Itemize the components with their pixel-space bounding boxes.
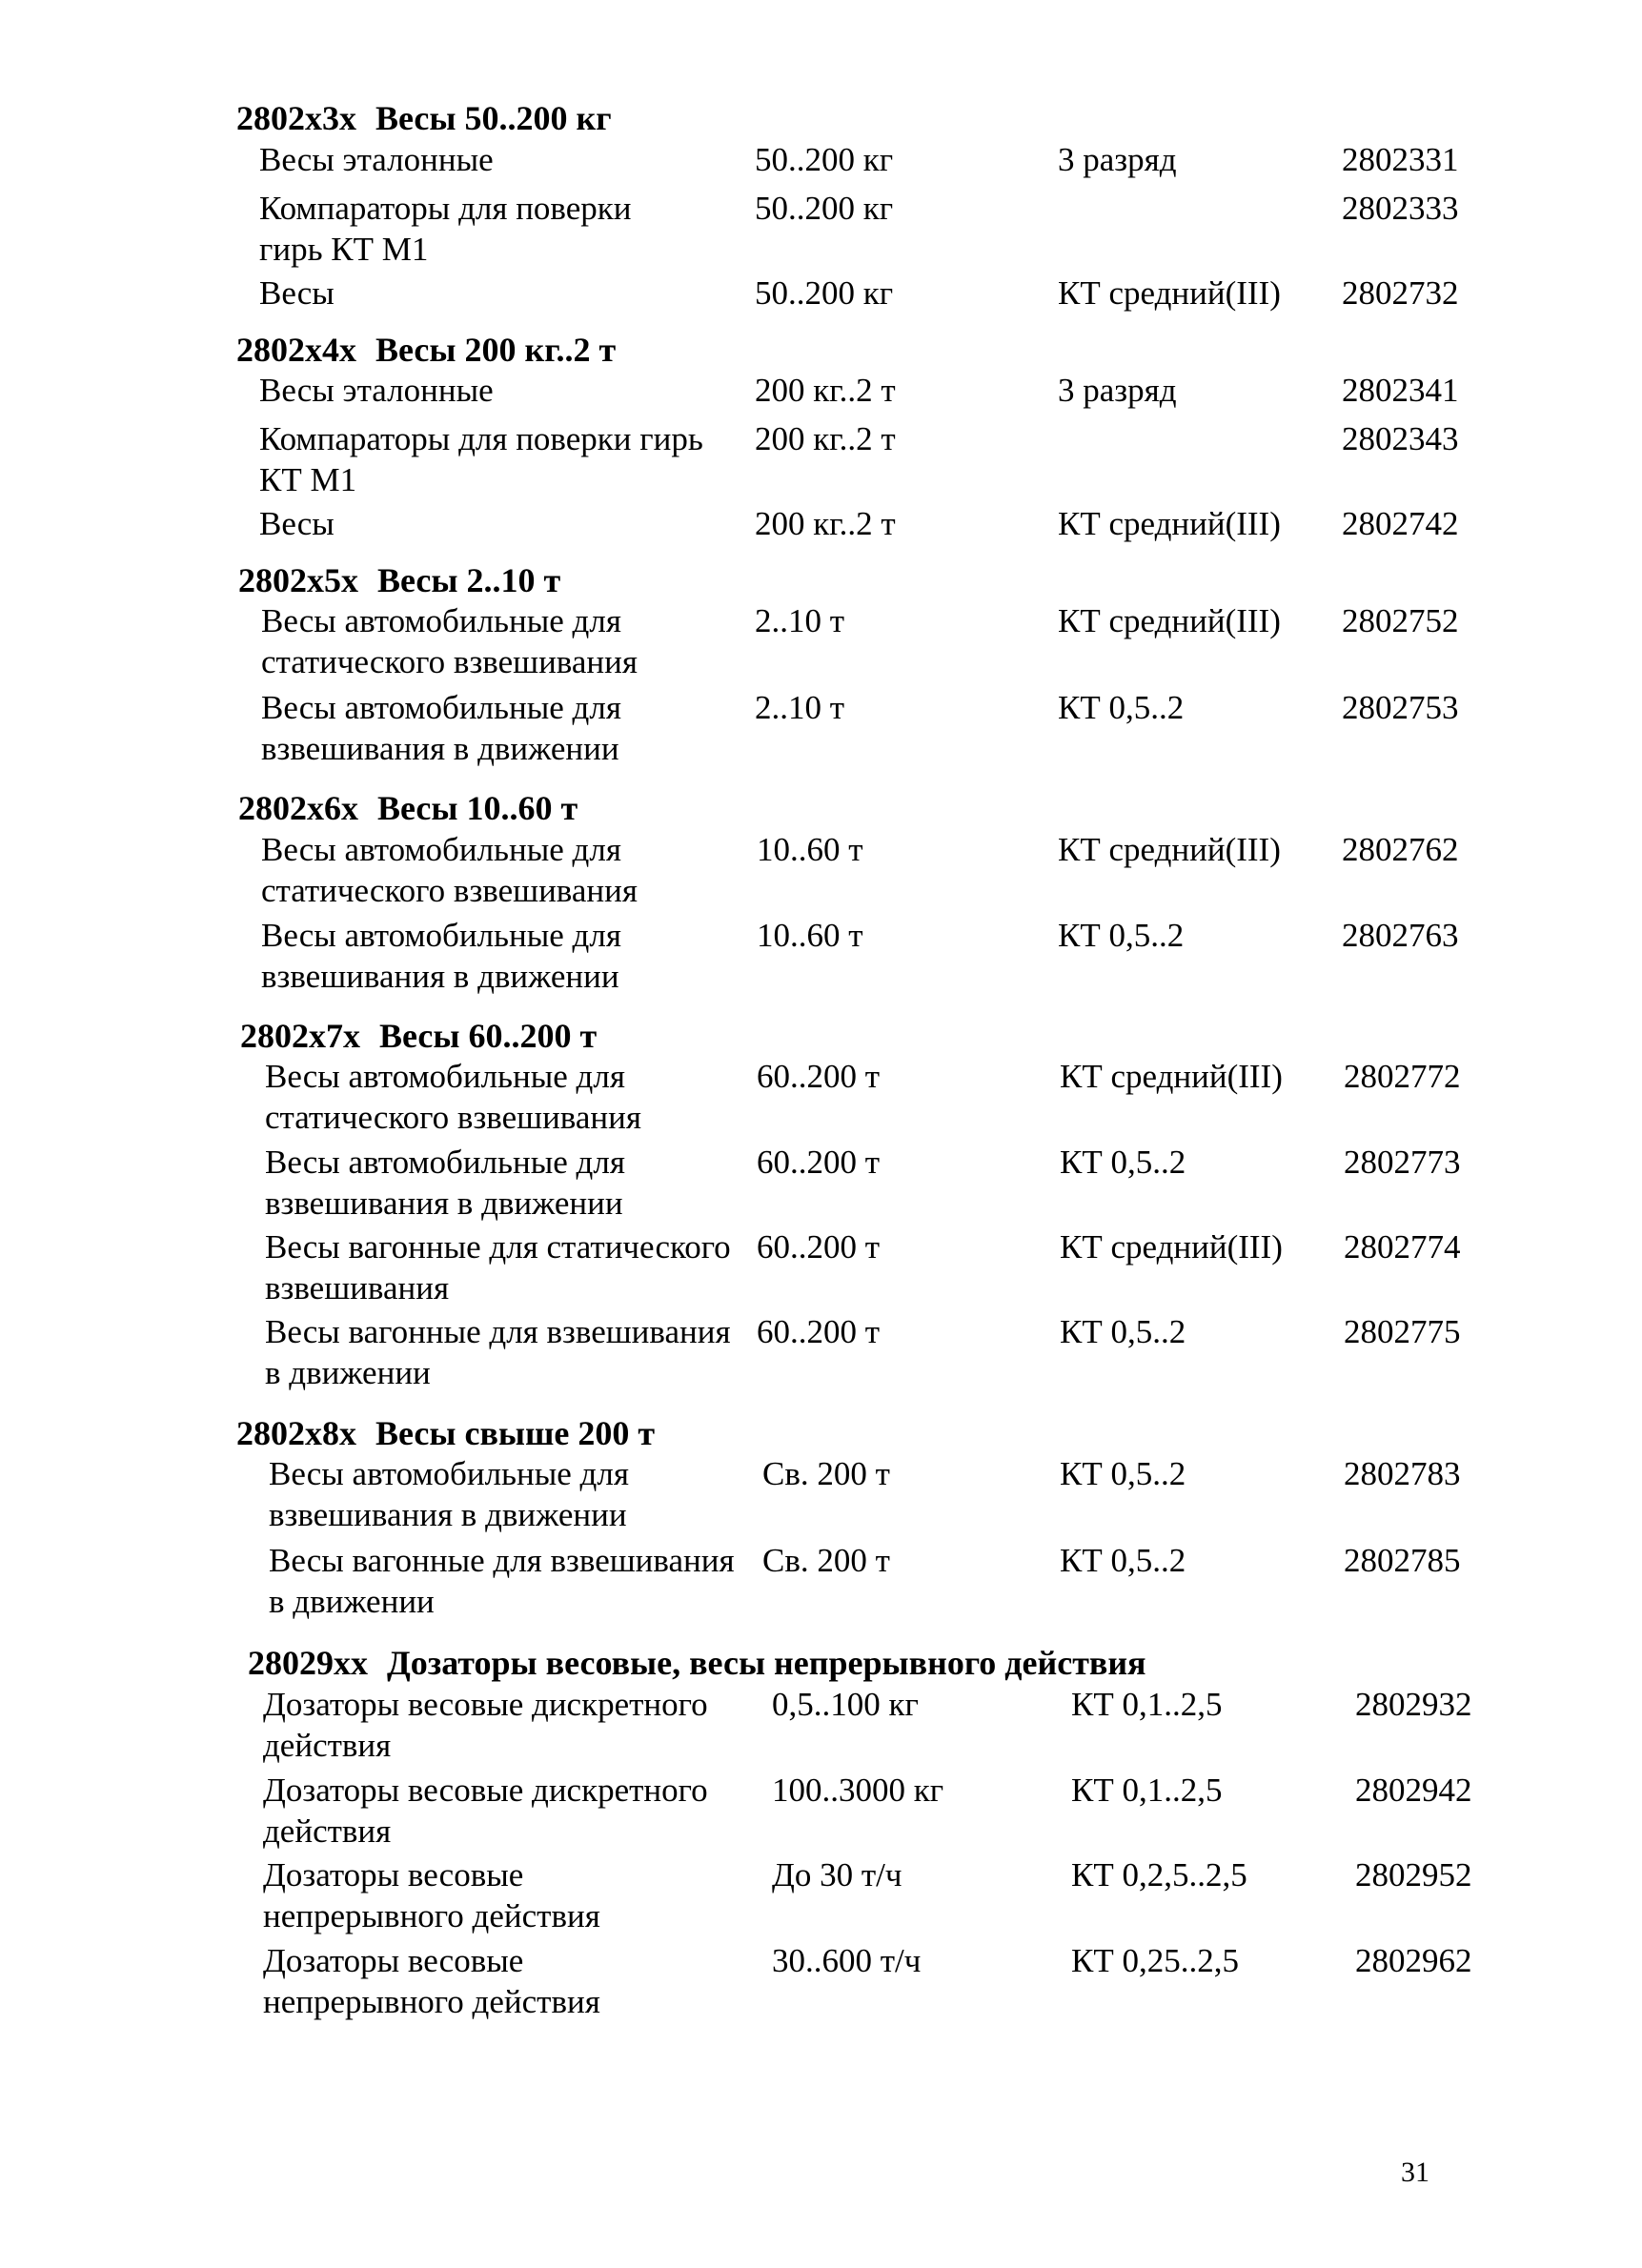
item-range: 100..3000 кг xyxy=(772,1772,944,1809)
item-accuracy-class: КТ 0,1..2,5 xyxy=(1071,1772,1223,1809)
item-code: 2802772 xyxy=(1344,1058,1461,1095)
item-accuracy-class: КТ 0,5..2 xyxy=(1060,1455,1186,1492)
item-range: 50..200 кг xyxy=(755,141,894,178)
section-title: Весы свыше 200 т xyxy=(375,1414,656,1452)
section-title: Весы 50..200 кг xyxy=(375,99,612,137)
item-accuracy-class: 3 разряд xyxy=(1058,372,1177,409)
table-row xyxy=(265,1142,1487,1227)
item-name: Весы эталонные xyxy=(259,372,494,409)
item-name: Весы вагонные для взвешивания в движении xyxy=(265,1313,731,1391)
item-accuracy-class: КТ 0,25..2,5 xyxy=(1071,1942,1239,1979)
item-accuracy-class: КТ 0,5..2 xyxy=(1060,1313,1186,1350)
item-code: 2802932 xyxy=(1355,1686,1472,1723)
section-heading xyxy=(236,97,612,139)
section-title: Весы 200 кг..2 т xyxy=(375,331,617,369)
item-name: Весы автомобильные для статического взвешивания xyxy=(261,602,638,680)
item-code: 2802962 xyxy=(1355,1942,1472,1979)
item-name: Весы автомобильные для взвешивания в движении xyxy=(269,1455,629,1533)
table-row xyxy=(265,1226,1487,1312)
item-range: 10..60 т xyxy=(757,831,863,868)
section-heading xyxy=(248,1642,1146,1684)
section-code: 2802x5x xyxy=(238,561,358,599)
item-code: 2802952 xyxy=(1355,1856,1472,1893)
item-range: 10..60 т xyxy=(757,917,863,954)
item-name: Дозаторы весовые дискретного действия xyxy=(263,1772,708,1850)
page-number: 31 xyxy=(1401,2157,1429,2188)
section-heading xyxy=(238,787,578,829)
item-code: 2802773 xyxy=(1344,1144,1461,1181)
item-range: 60..200 т xyxy=(757,1058,881,1095)
item-accuracy-class: КТ 0,1..2,5 xyxy=(1071,1686,1223,1723)
item-range: 0,5..100 кг xyxy=(772,1686,919,1723)
item-code: 2802732 xyxy=(1342,274,1459,312)
section-title: Весы 60..200 т xyxy=(379,1017,598,1055)
item-range: 30..600 т/ч xyxy=(772,1942,922,1979)
item-code: 2802763 xyxy=(1342,917,1459,954)
section-title: Весы 2..10 т xyxy=(377,561,561,599)
item-accuracy-class: КТ средний(III) xyxy=(1058,831,1281,868)
item-range: 50..200 кг xyxy=(755,274,894,312)
section-title: Дозаторы весовые, весы непрерывного действия xyxy=(387,1644,1146,1682)
table-row xyxy=(261,600,1485,686)
item-name: Весы xyxy=(259,274,334,312)
table-row xyxy=(269,1540,1487,1626)
section-code: 2802x4x xyxy=(236,331,356,369)
table-row xyxy=(263,1770,1498,1855)
item-name: Весы вагонные для взвешивания в движении xyxy=(269,1542,735,1620)
section-heading xyxy=(236,1412,655,1454)
item-range: Св. 200 т xyxy=(762,1455,890,1492)
item-code: 2802752 xyxy=(1342,602,1459,639)
item-accuracy-class: КТ средний(III) xyxy=(1060,1058,1283,1095)
item-code: 2802742 xyxy=(1342,505,1459,542)
item-range: 60..200 т xyxy=(757,1144,881,1181)
item-name: Весы автомобильные для статического взвешивания xyxy=(261,831,638,909)
table-row xyxy=(265,1311,1487,1397)
table-row xyxy=(263,1940,1498,2026)
section-heading xyxy=(238,559,560,601)
item-code: 2802762 xyxy=(1342,831,1459,868)
table-row xyxy=(263,1684,1498,1770)
item-name: Весы эталонные xyxy=(259,141,494,178)
section-title: Весы 10..60 т xyxy=(377,789,578,827)
item-accuracy-class: КТ 0,5..2 xyxy=(1058,917,1185,954)
item-accuracy-class: КТ средний(III) xyxy=(1058,274,1281,312)
table-row xyxy=(261,687,1485,773)
item-code: 2802343 xyxy=(1342,420,1459,457)
table-row xyxy=(269,1453,1487,1539)
item-name: Весы вагонные для статического взвешивания xyxy=(265,1228,731,1306)
item-range: Св. 200 т xyxy=(762,1542,890,1579)
item-name: Дозаторы весовые непрерывного действия xyxy=(263,1942,600,2020)
item-name: Весы xyxy=(259,505,334,542)
item-code: 2802774 xyxy=(1344,1228,1461,1266)
item-name: Компараторы для поверки гирь КТ М1 xyxy=(259,420,703,498)
item-code: 2802753 xyxy=(1342,689,1459,726)
table-row xyxy=(263,1854,1498,1940)
item-range: 200 кг..2 т xyxy=(755,505,896,542)
item-accuracy-class: КТ средний(III) xyxy=(1058,602,1281,639)
item-range: 2..10 т xyxy=(755,602,845,639)
item-accuracy-class: КТ 0,2,5..2,5 xyxy=(1071,1856,1247,1893)
item-code: 2802331 xyxy=(1342,141,1459,178)
table-row xyxy=(261,829,1485,915)
section-code: 2802x8x xyxy=(236,1414,356,1452)
section-code: 2802x6x xyxy=(238,789,358,827)
item-code: 2802775 xyxy=(1344,1313,1461,1350)
item-accuracy-class: КТ средний(III) xyxy=(1060,1228,1283,1266)
table-row xyxy=(259,188,1485,273)
table-row xyxy=(259,418,1485,504)
item-range: 2..10 т xyxy=(755,689,845,726)
item-accuracy-class: КТ 0,5..2 xyxy=(1060,1542,1186,1579)
item-name: Весы автомобильные для взвешивания в движении xyxy=(261,689,621,767)
item-code: 2802341 xyxy=(1342,372,1459,409)
item-code: 2802333 xyxy=(1342,190,1459,227)
item-code: 2802942 xyxy=(1355,1772,1472,1809)
section-heading xyxy=(236,329,616,371)
section-heading xyxy=(240,1015,597,1057)
section-code: 2802x7x xyxy=(240,1017,360,1055)
table-row xyxy=(265,1056,1487,1142)
item-name: Дозаторы весовые непрерывного действия xyxy=(263,1856,600,1934)
item-name: Компараторы для поверки гирь КТ М1 xyxy=(259,190,632,268)
item-range: 200 кг..2 т xyxy=(755,372,896,409)
item-range: 200 кг..2 т xyxy=(755,420,896,457)
item-range: 50..200 кг xyxy=(755,190,894,227)
section-code: 2802x3x xyxy=(236,99,356,137)
table-row xyxy=(261,915,1485,1001)
item-accuracy-class: КТ средний(III) xyxy=(1058,505,1281,542)
item-accuracy-class: КТ 0,5..2 xyxy=(1058,689,1185,726)
section-code: 28029xx xyxy=(248,1644,368,1682)
item-range: 60..200 т xyxy=(757,1313,881,1350)
item-name: Весы автомобильные для статического взвешивания xyxy=(265,1058,641,1136)
item-accuracy-class: КТ 0,5..2 xyxy=(1060,1144,1186,1181)
item-code: 2802783 xyxy=(1344,1455,1461,1492)
item-code: 2802785 xyxy=(1344,1542,1461,1579)
item-range: До 30 т/ч xyxy=(772,1856,902,1893)
item-name: Весы автомобильные для взвешивания в движении xyxy=(265,1144,625,1222)
item-name: Дозаторы весовые дискретного действия xyxy=(263,1686,708,1764)
item-name: Весы автомобильные для взвешивания в движении xyxy=(261,917,621,995)
item-accuracy-class: 3 разряд xyxy=(1058,141,1177,178)
item-range: 60..200 т xyxy=(757,1228,881,1266)
